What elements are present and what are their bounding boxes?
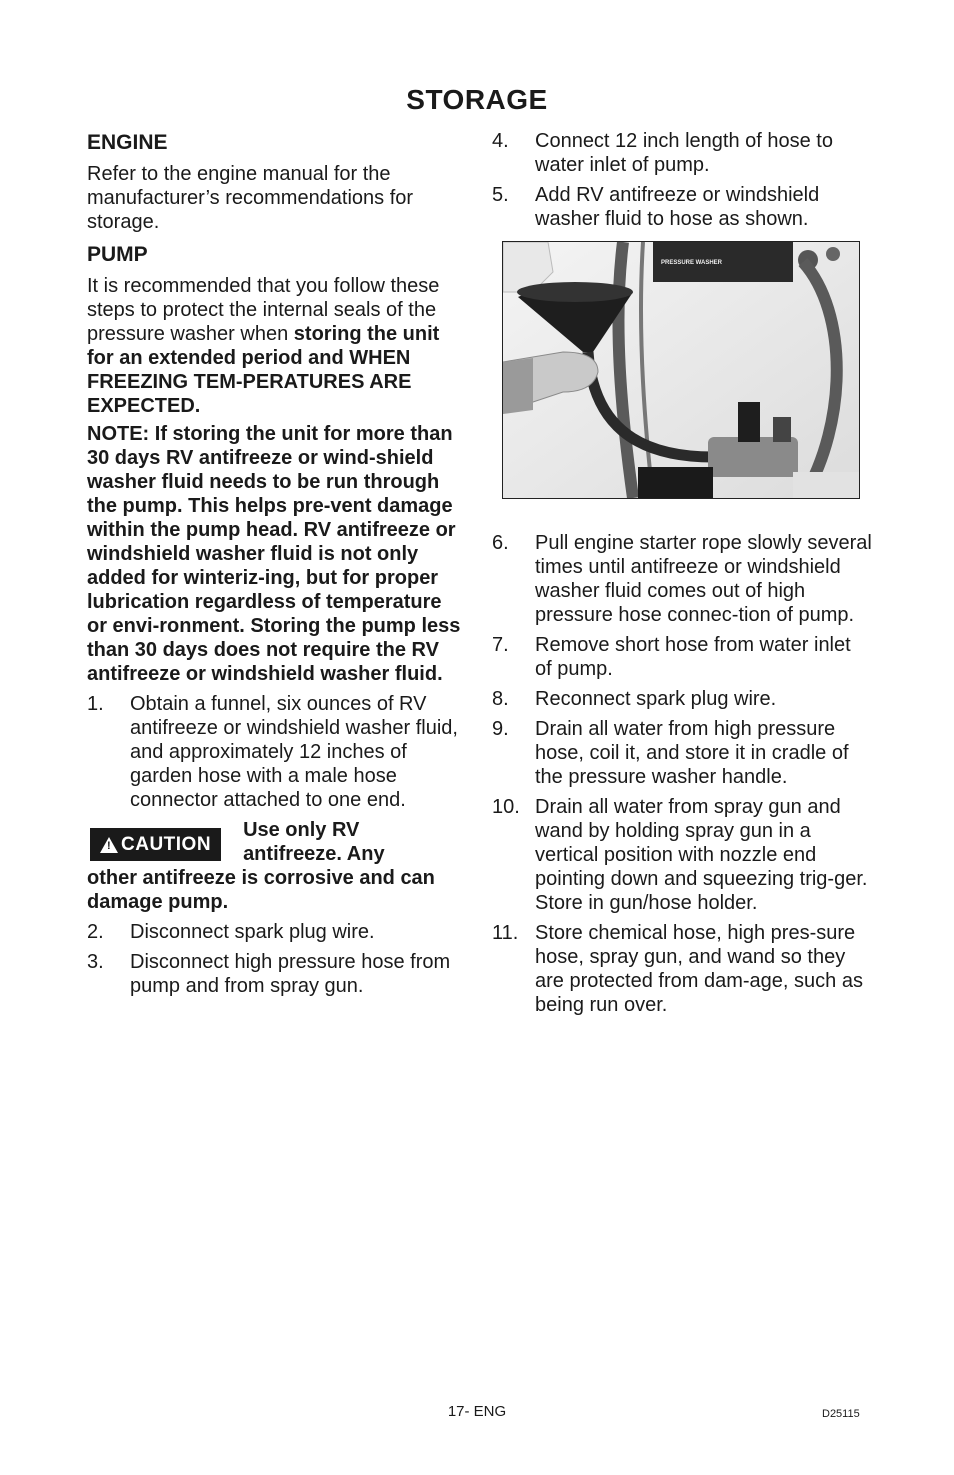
pump-intro xyxy=(87,274,465,418)
step-text: Remove short hose from water inlet of pump. xyxy=(535,634,851,680)
step-text: Reconnect spark plug wire. xyxy=(535,688,777,710)
caution-label: CAUTION xyxy=(121,834,212,855)
step-number: 9. xyxy=(492,718,509,740)
step-number: 7. xyxy=(492,634,509,656)
pump-note: NOTE: If storing the unit for more than 30 days RV antifreeze or wind-shield washer fluid needs to be run through the pump. This helps pre-vent damage within the pump head. RV antifreeze or windshield washer fluid is not only added for winteriz-ing, but for proper lubrication regardless of temperature or envi-ronment. Storing the pump less than 30 days does not require the RV antifreeze or windshield washer fluid. xyxy=(87,423,461,685)
step-number: 4. xyxy=(492,130,509,152)
step-5 xyxy=(492,183,872,231)
step-number: 10. xyxy=(492,796,520,818)
step-8 xyxy=(492,687,872,711)
step-2 xyxy=(87,920,465,944)
step-3 xyxy=(87,950,465,998)
step-7 xyxy=(492,633,872,681)
step-text: Disconnect spark plug wire. xyxy=(130,921,375,943)
engine-text: Refer to the engine manual for the manufacturer’s recommendations for storage. xyxy=(87,163,414,233)
step-text: Add RV antifreeze or windshield washer fluid to hose as shown. xyxy=(535,184,820,230)
caution-text-top: Use only RV antifreeze. Any xyxy=(243,819,385,865)
step-text: Connect 12 inch length of hose to water inlet of pump. xyxy=(535,130,833,176)
page-number: 17- ENG xyxy=(447,1403,507,1420)
caution-text-rest: other antifreeze is corrosive and can damage pump. xyxy=(87,867,435,913)
left-column xyxy=(87,130,465,1004)
step-text: Pull engine starter rope slowly several times until antifreeze or windshield washer fluid comes out of high pressure hose connec-tion of pump. xyxy=(535,532,872,626)
step-4 xyxy=(492,129,872,177)
step-number: 1. xyxy=(87,693,104,715)
step-11 xyxy=(492,921,872,1017)
step-number: 6. xyxy=(492,532,509,554)
panel-text: PRESSURE WASHER xyxy=(661,260,723,266)
caution-badge xyxy=(90,828,221,861)
pump-intro-plain: It is recommended that you follow these steps to protect the internal seals of the pressure washer when xyxy=(87,275,440,345)
step-text: Store chemical hose, high pres-sure hose, spray gun, and wand so they are protected from dam-age, such as being run over. xyxy=(535,922,863,1016)
caution-block xyxy=(87,818,465,914)
warning-triangle-icon: ! xyxy=(100,837,118,853)
step-number: 11. xyxy=(492,922,519,944)
funnel-photo xyxy=(502,241,860,499)
step-text: Drain all water from spray gun and wand by holding spray gun in a vertical position with nozzle end pointing down and squeezing trig-ger. Store in gun/hose holder. xyxy=(535,796,868,914)
step-text: Drain all water from high pressure hose, coil it, and store it in cradle of the pressure washer handle. xyxy=(535,718,849,788)
engine-heading: ENGINE xyxy=(87,131,168,154)
step-text: Disconnect high pressure hose from pump and from spray gun. xyxy=(130,951,451,997)
step-9 xyxy=(492,717,872,789)
pump-heading: PUMP xyxy=(87,243,148,266)
step-6 xyxy=(492,531,872,627)
pump-intro-bold: storing the unit for an extended period and WHEN FREEZING TEM-PERATURES ARE EXPECTED. xyxy=(87,323,440,417)
right-column xyxy=(492,129,872,1023)
step-number: 5. xyxy=(492,184,509,206)
step-10 xyxy=(492,795,872,915)
step-text: Obtain a funnel, six ounces of RV antifreeze or windshield washer fluid, and approximately 12 inches of garden hose with a male hose connector attached to one end. xyxy=(130,693,458,811)
document-code: D25115 xyxy=(822,1408,860,1420)
step-number: 8. xyxy=(492,688,509,710)
step-number: 2. xyxy=(87,921,104,943)
page-title: STORAGE xyxy=(406,84,548,115)
step-number: 3. xyxy=(87,951,104,973)
step-1 xyxy=(87,692,465,812)
